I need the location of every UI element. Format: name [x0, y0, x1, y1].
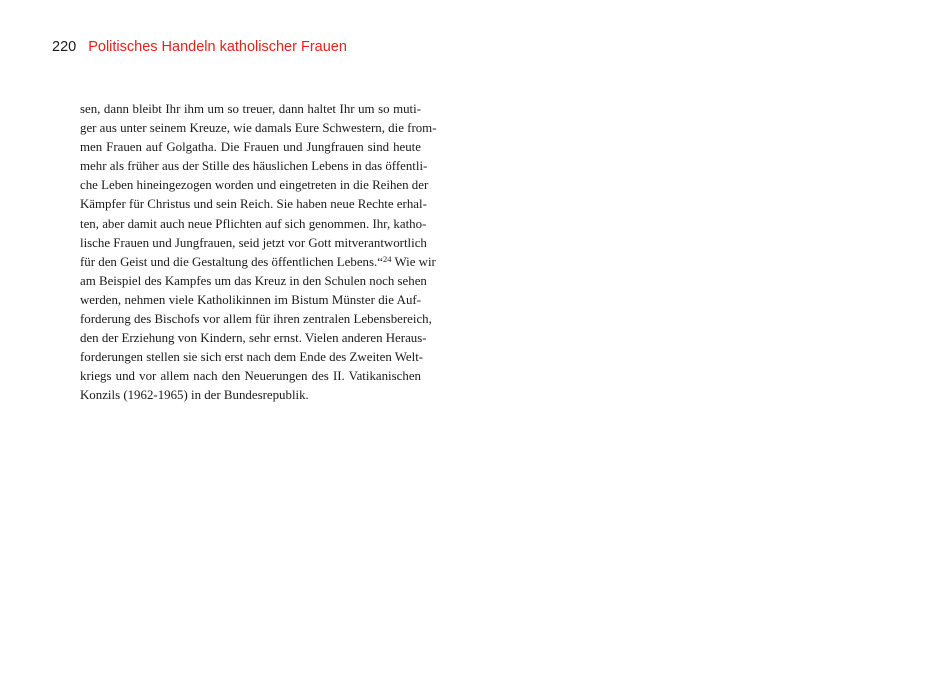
text-line: ten, aber damit auch neue Pflichten auf sich genommen. Ihr, katho-: [80, 216, 427, 231]
text-line: werden, nehmen viele Katholikinnen im Bistum Münster die Auf-: [80, 292, 421, 307]
text-line: forderungen stellen sie sich erst nach dem Ende des Zweiten Welt-: [80, 350, 424, 365]
text-line: mehr als früher aus der Stille des häuslichen Lebens in das öffentli-: [80, 159, 428, 174]
running-head: [52, 38, 347, 56]
page-number: 220: [52, 39, 77, 55]
text-line-last: Konzils (1962-1965) in der Bundesrepublik.: [80, 388, 309, 403]
body-paragraph: [80, 100, 437, 406]
text-line: che Leben hineingezogen worden und eingetreten in die Reihen der: [80, 178, 429, 193]
text-line: forderung des Bischofs vor allem für ihren zentralen Lebensbereich,: [80, 312, 432, 327]
text-line-with-footnote: [80, 253, 436, 272]
running-title: Politisches Handeln katholischer Frauen: [88, 39, 347, 55]
footnote-reference: 24: [382, 253, 392, 264]
text-line: kriegs und vor allem nach den Neuerungen des II. Vatikanischen: [80, 369, 421, 384]
text-line: sen, dann bleibt Ihr ihm um so treuer, dann haltet Ihr um so muti-: [80, 102, 421, 116]
quote-end-text: für den Geist und die Gestaltung des öffentlichen Lebens.“: [80, 254, 383, 269]
text-line: am Beispiel des Kampfes um das Kreuz in den Schulen noch sehen: [80, 273, 427, 288]
text-continuation: Wie wir: [391, 254, 436, 269]
text-line: Kämpfer für Christus und sein Reich. Sie haben neue Rechte erhal-: [80, 197, 427, 212]
text-line: lische Frauen und Jungfrauen, seid jetzt vor Gott mitverantwortlich: [80, 235, 427, 250]
text-line: men Frauen auf Golgatha. Die Frauen und Jungfrauen sind heute: [80, 140, 421, 155]
text-line: ger aus unter seinem Kreuze, wie damals Eure Schwestern, die from-: [80, 121, 437, 136]
text-line: den der Erziehung von Kindern, sehr ernst. Vielen anderen Heraus-: [80, 331, 427, 346]
